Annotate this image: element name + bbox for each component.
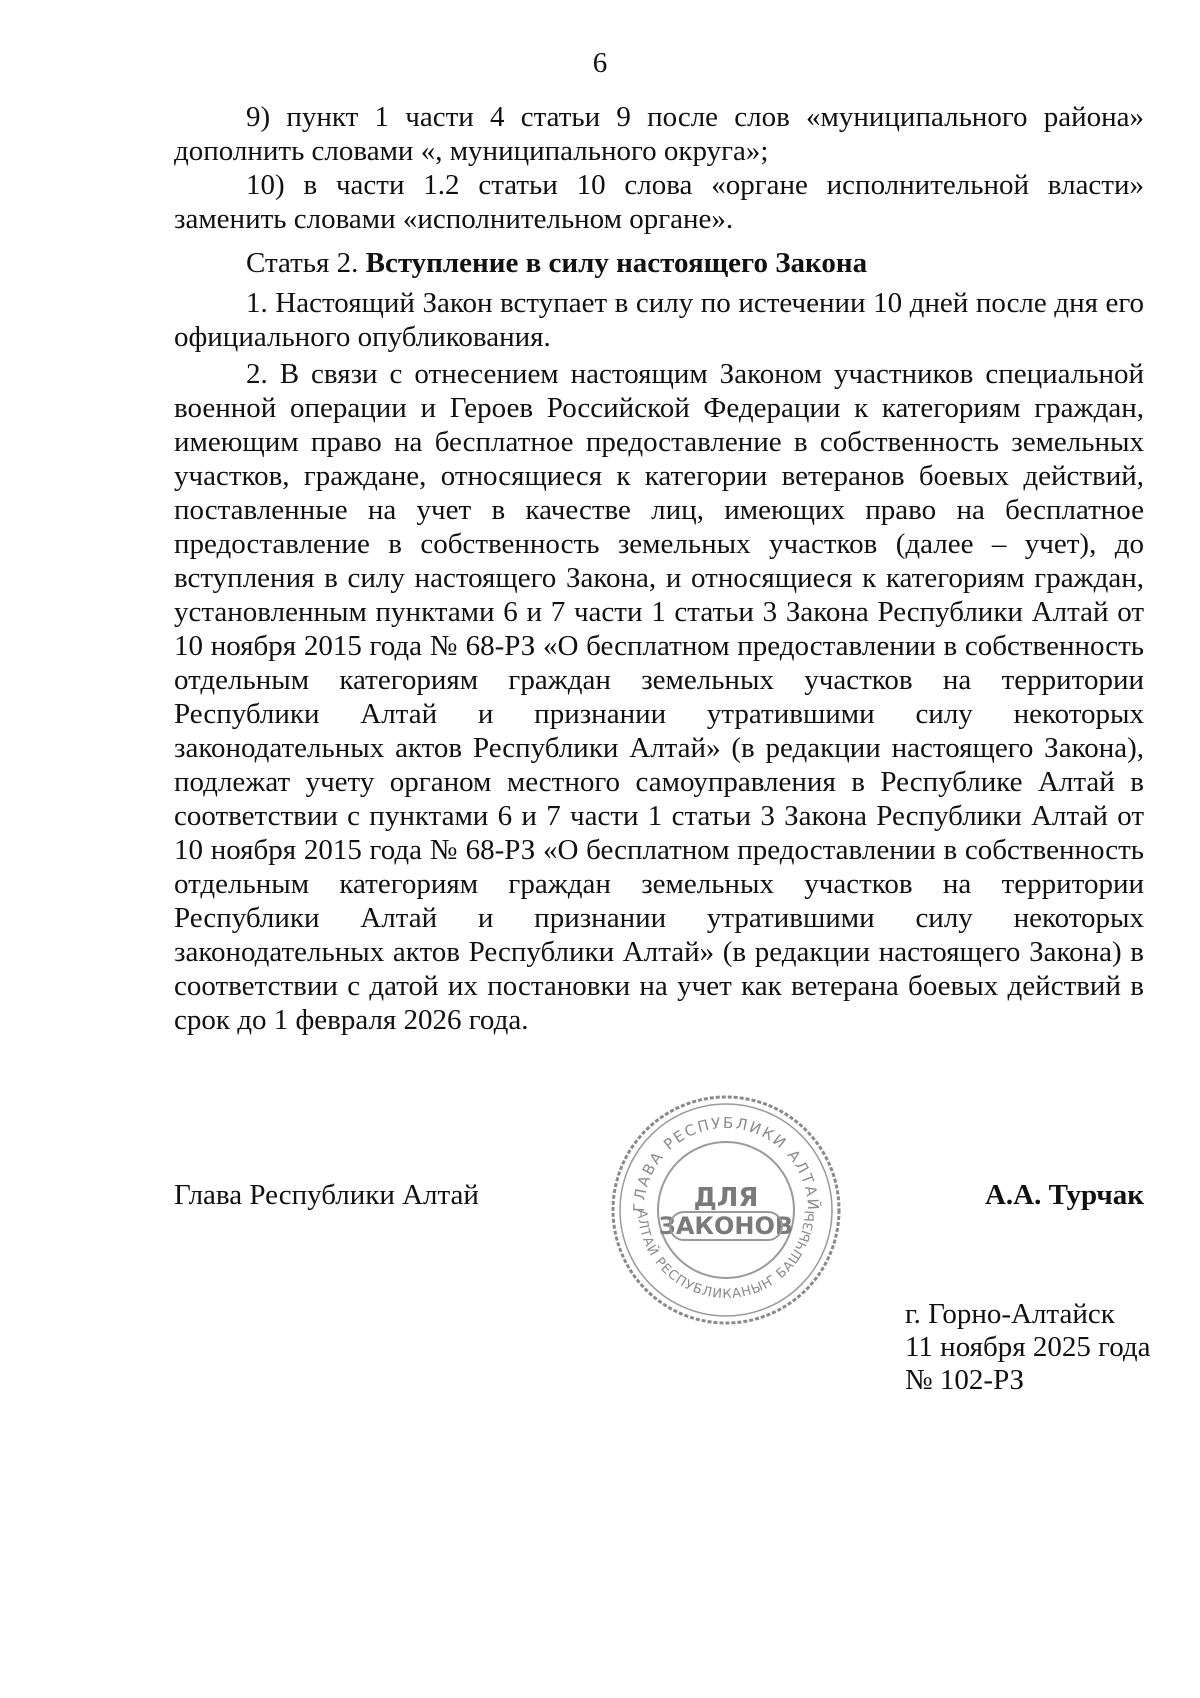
seal-outer-bottom-text: АЛТАЙ РЕСПУБЛИКАНЫҤ БАШЧЫЗЫ (633, 1208, 819, 1303)
article-2-paragraph-1: 1. Настоящий Закон вступает в силу по истечении 10 дней после дня его официального опубликования. (174, 287, 1144, 353)
seal-center-line-2: ЗАКОНОВ (658, 1212, 794, 1240)
seal-center-line-1: ДЛЯ (693, 1183, 759, 1213)
date-line: 11 ноября 2025 года (905, 1331, 1151, 1363)
signatory-name: А.А. Турчак (984, 1179, 1144, 1211)
article-2-paragraph-2: 2. В связи с отнесением настоящим Законом участников специальной военной операции и Героев Российской Федерации к категориям граждан, имеющим право на бесплатное предоставление в собственность земельных участков, граждане, относящиеся к категории ветеранов боевых действий, поставленные на учет в качестве лиц, имеющих право на бесплатное предоставление в собственность земельных участков (далее – учет), до вступления в силу настоящего Закона, и относящиеся к категориям граждан, установленным пунктами 6 и 7 части 1 статьи 3 Закона Республики Алтай от 10 ноября 2015 года № 68-РЗ «О бесплатном предоставлении в собственность отдельным категориям граждан земельных участков на территории Республики Алтай и признании утратившими силу некоторых законодательных актов Республики Алтай» (в редакции настоящего Закона), подлежат учету органом местного самоуправления в Республике Алтай в соответствии с пунктами 6 и 7 части 1 статьи 3 Закона Республики Алтай от 10 ноября 2015 года № 68-РЗ «О бесплатном предоставлении в собственность отдельным категориям граждан земельных участков на территории Республики Алтай и признании утратившими силу некоторых законодательных актов Республики Алтай» (в редакции настоящего Закона) в соответствии с датой их постановки на учет как ветерана боевых действий в срок до 1 февраля 2026 года. (174, 358, 1144, 1036)
official-seal-stamp (608, 1092, 844, 1328)
article-2-heading (174, 246, 1144, 280)
document-body (174, 100, 1144, 1037)
page-number: 6 (592, 47, 608, 79)
article-2-label: Статья 2. (246, 247, 359, 279)
law-number-line: № 102-РЗ (905, 1364, 1025, 1396)
item-10-paragraph: 10) в части 1.2 статьи 10 слова «органе исполнительной власти» заменить словами «исполнительном органе». (174, 169, 1144, 235)
article-2-title: Вступление в силу настоящего Закона (365, 247, 868, 279)
seal-outer-top-text: ГЛАВА РЕСПУБЛИКИ АЛТАЙ (629, 1113, 823, 1213)
item-9-paragraph: 9) пункт 1 части 4 статьи 9 после слов «муниципального района» дополнить словами «, муниципального округа»; (174, 101, 1144, 167)
city-line: г. Горно-Алтайск (905, 1298, 1115, 1330)
place-and-date-block (905, 1298, 1151, 1397)
signatory-position: Глава Республики Алтай (174, 1179, 479, 1211)
